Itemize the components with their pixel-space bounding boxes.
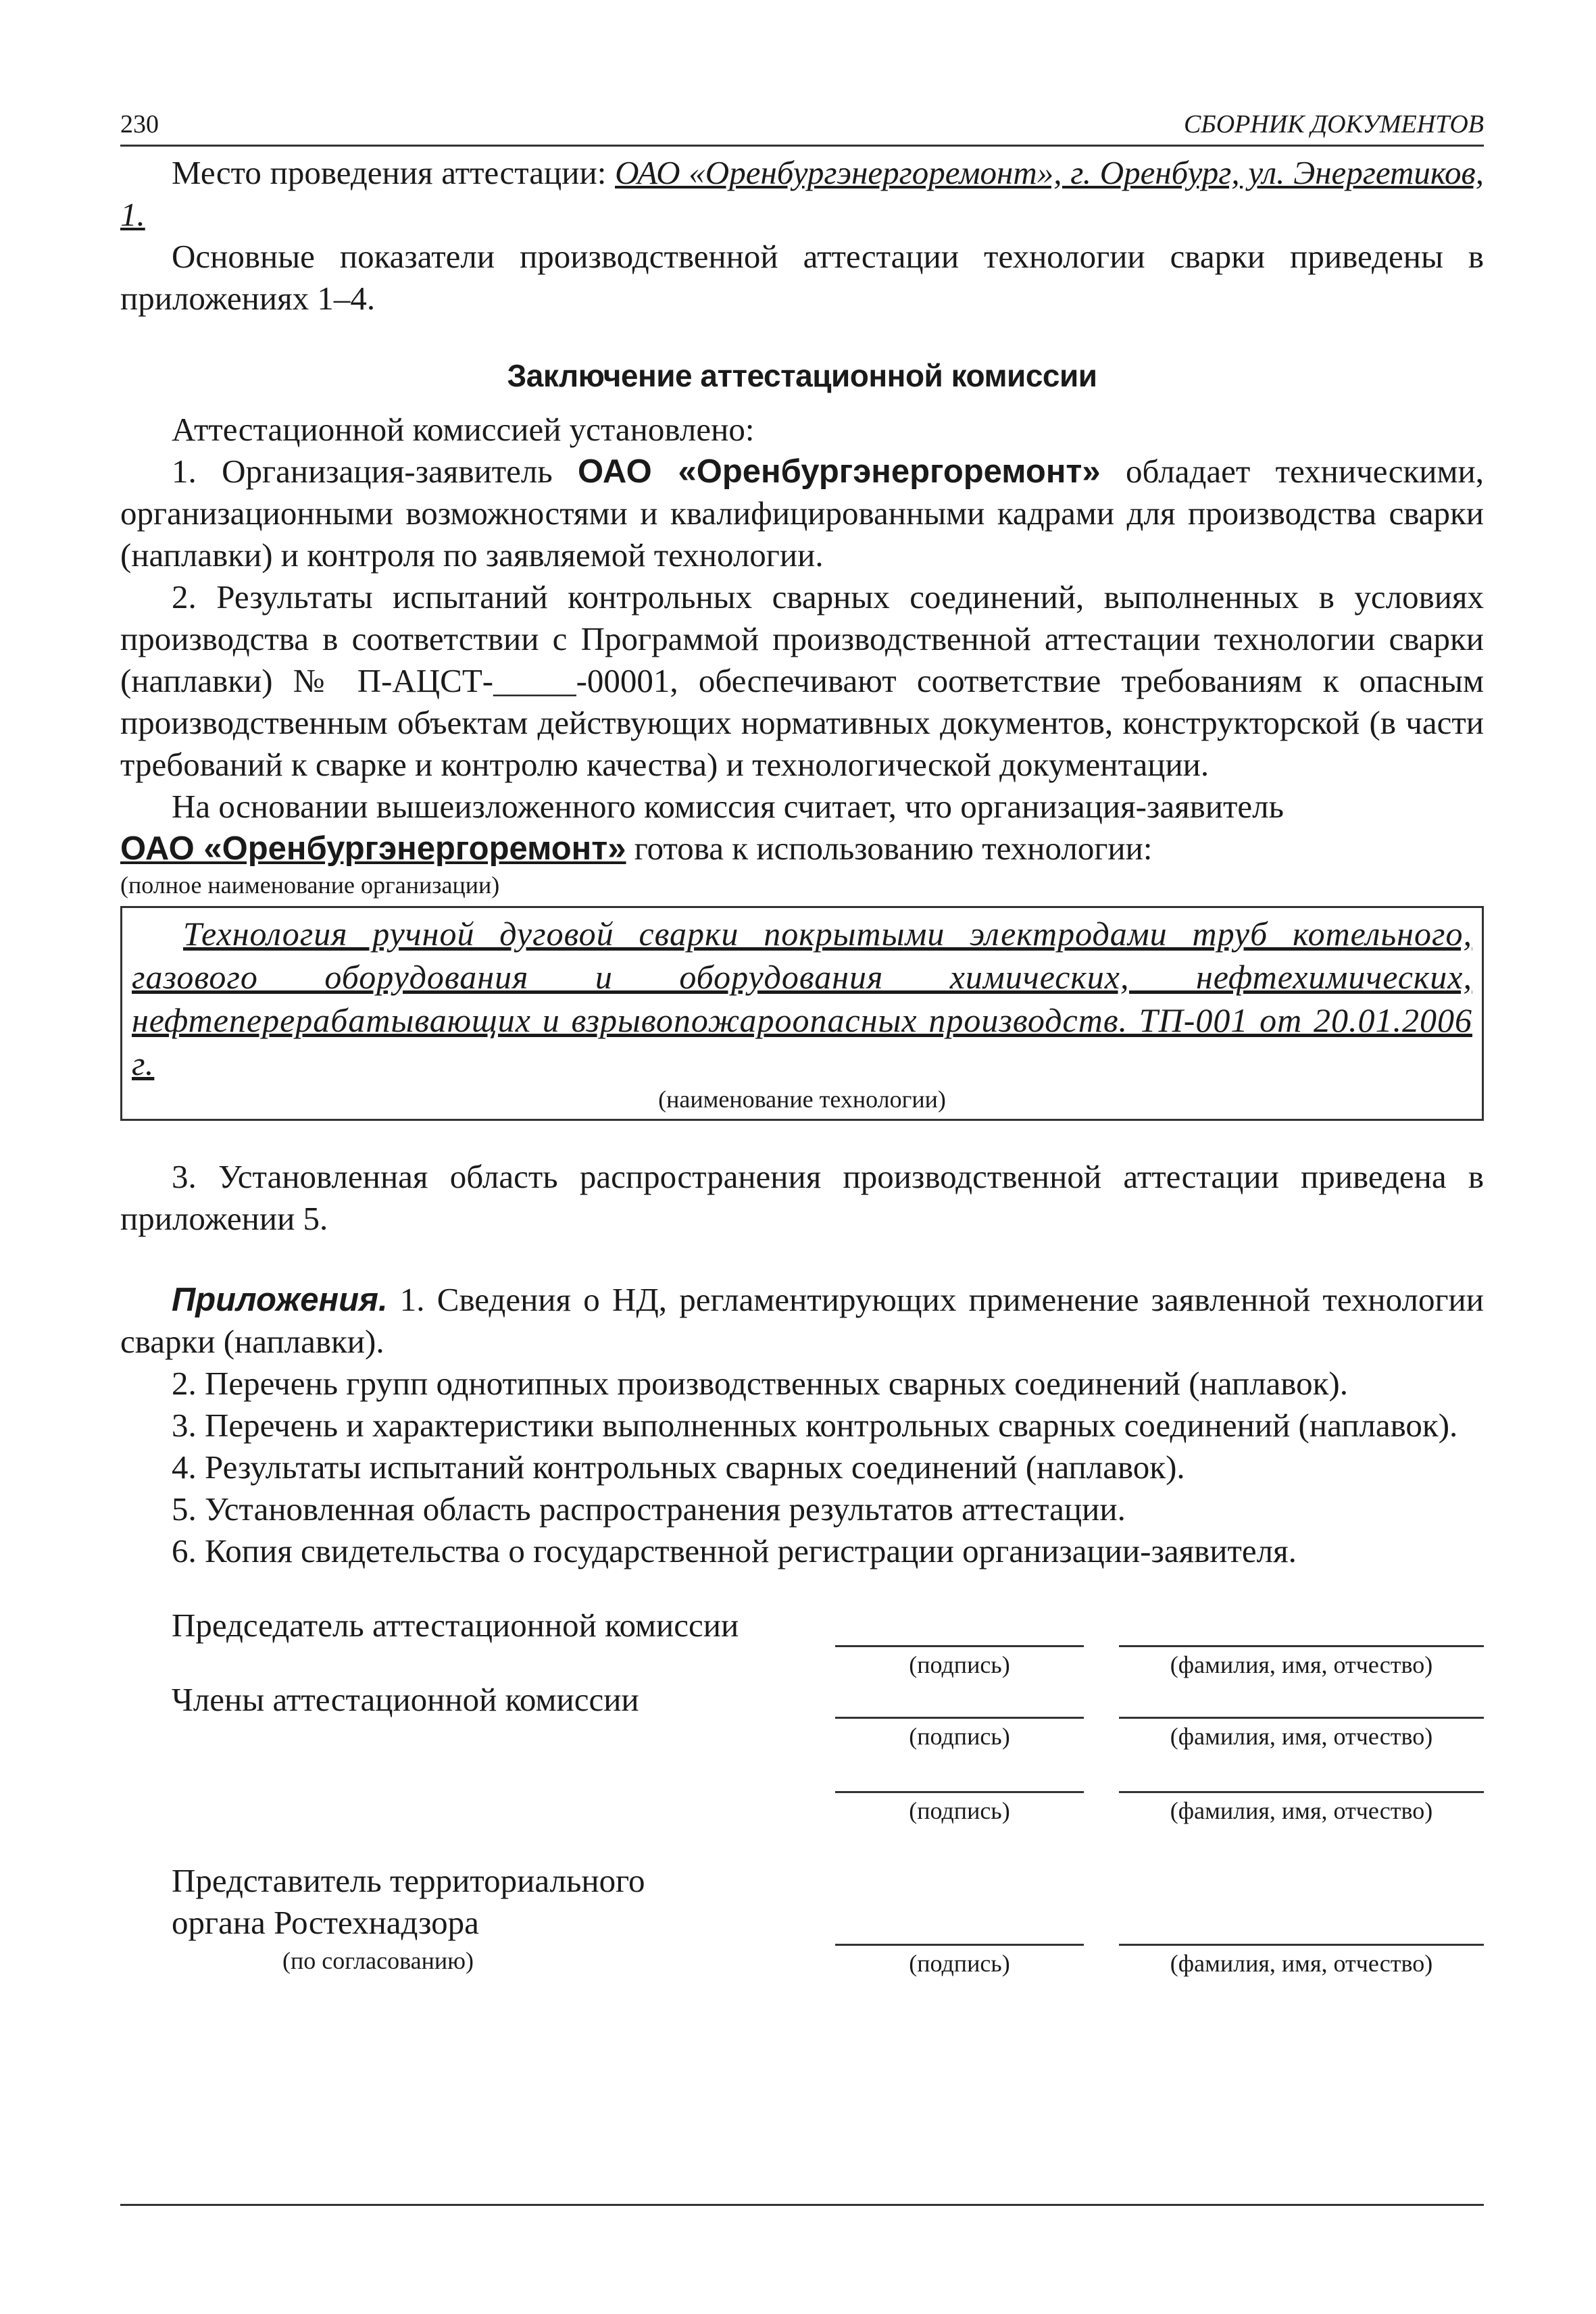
members-label: Члены аттестационной комиссии (172, 1681, 639, 1718)
appendix-6: 6. Копия свидетельства о государственной регистрации организации-заявителя. (172, 1532, 1297, 1569)
footer-rule (120, 2204, 1484, 2206)
name-caption: (фамилия, имя, отчество) (1170, 1723, 1433, 1750)
name-line (1119, 1645, 1484, 1647)
conclusion-heading: Заключение аттестационной комиссии (507, 358, 1097, 393)
signature-caption: (подпись) (909, 1651, 1010, 1678)
appendix-4: 4. Результаты испытаний контрольных сварных соединений (наплавок). (172, 1449, 1185, 1486)
name-line (1119, 1717, 1484, 1719)
signature-line (835, 1717, 1084, 1719)
technology-box (120, 906, 1484, 1121)
signature-block-representative (120, 1860, 1484, 1988)
signature-caption: (подпись) (909, 1950, 1010, 1977)
appendix-2: 2. Перечень групп однотипных производственных сварных соединений (наплавок). (172, 1365, 1348, 1402)
item1-org: ОАО «Оренбургэнергоремонт» (578, 453, 1101, 490)
representative-label-2: органа Ростехнадзора (172, 1904, 479, 1941)
place-value: ОАО «Оренбургэнергоремонт», г. Оренбург, ул. Энергетиков, 1. (120, 154, 1484, 233)
technology-name: Технология ручной дуговой сварки покрытыми электродами труб котельного, газового оборудования и оборудования химических, нефтехимических, нефтеперерабатывающих и взрывопожароопасных производств. ТП-001 от 20.01.2006 г. (132, 915, 1472, 1082)
basis-org-line (120, 828, 1484, 870)
conclusion-item-1 (120, 451, 1484, 576)
appendices-label: Приложения. (172, 1282, 388, 1318)
chairman-label: Председатель аттестационной комиссии (172, 1607, 739, 1644)
basis-paragraph: На основании вышеизложенного комиссия считает, что организация-заявитель (172, 788, 1284, 825)
signature-line (835, 1791, 1084, 1793)
signature-caption: (подпись) (909, 1797, 1010, 1824)
conclusion-item-3: 3. Установленная область распространения производственной аттестации приведена в приложении 5. (120, 1158, 1484, 1237)
page-header (120, 107, 1484, 147)
running-title: СБОРНИК ДОКУМЕНТОВ (1183, 110, 1484, 139)
item1-prefix: 1. Организация-заявитель (172, 453, 578, 490)
agreement-note: (по согласованию) (282, 1947, 474, 1974)
signature-block-members (120, 1679, 1484, 1752)
name-line (1119, 1944, 1484, 1946)
place-paragraph (120, 152, 1484, 236)
name-caption: (фамилия, имя, отчество) (1170, 1950, 1433, 1977)
technology-caption: (наименование технологии) (658, 1086, 946, 1113)
basis-org: ОАО «Оренбургэнергоремонт» (120, 830, 626, 867)
signature-block-members-2 (120, 1752, 1484, 1833)
item1-rest: обладает техническими, организационными возможностями и квалифицированными кадрами для производства сварки (наплавки) и контроля по заявляемой технологии. (120, 453, 1484, 574)
signature-caption: (подпись) (909, 1723, 1010, 1750)
established-paragraph: Аттестационной комиссией установлено: (172, 411, 755, 448)
page-content (120, 107, 1484, 1988)
signature-line (835, 1944, 1084, 1946)
appendix-3: 3. Перечень и характеристики выполненных контрольных сварных соединений (наплавок). (172, 1407, 1458, 1444)
conclusion-item-2: 2. Результаты испытаний контрольных сварных соединений, выполненных в условиях производства в соответствии с Программой производственной аттестации технологии сварки (наплавки) № П-АЦСТ-_____-00001, обеспечивают соответствие требованиям к опасным производственным объектам действующих нормативных документов, конструкторской (в части требований к сварке и контролю качества) и технологической документации. (120, 578, 1484, 783)
appendix-1: 1. Сведения о НД, регламентирующих применение заявленной технологии сварки (наплавки). (120, 1281, 1484, 1360)
org-caption: (полное наименование организации) (120, 872, 500, 899)
name-line (1119, 1791, 1484, 1793)
appendices-item-1 (120, 1279, 1484, 1363)
representative-label-1: Представитель территориального (172, 1862, 645, 1899)
page-number: 230 (120, 110, 159, 139)
basis-rest: готова к использованию технологии: (626, 830, 1153, 867)
signature-line (835, 1645, 1084, 1647)
place-label: Место проведения аттестации: (172, 154, 616, 191)
appendix-5: 5. Установленная область распространения результатов аттестации. (172, 1490, 1126, 1528)
indicators-paragraph: Основные показатели производственной аттестации технологии сварки приведены в приложениях 1–4. (120, 238, 1484, 317)
name-caption: (фамилия, имя, отчество) (1170, 1797, 1433, 1824)
name-caption: (фамилия, имя, отчество) (1170, 1651, 1433, 1678)
signature-block-chairman (120, 1605, 1484, 1679)
